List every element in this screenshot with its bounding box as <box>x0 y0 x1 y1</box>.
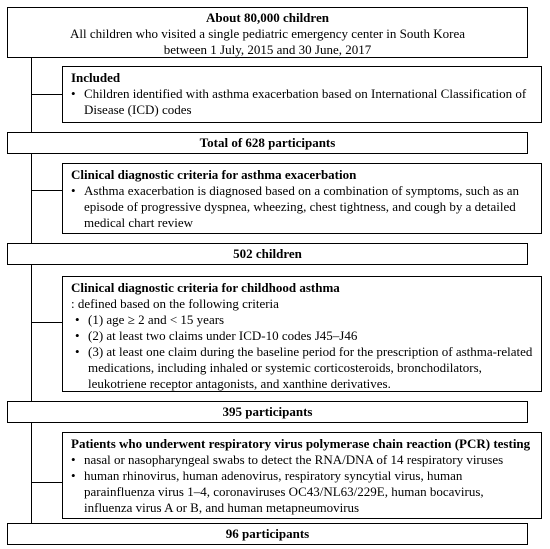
box-exacerbation-criteria-list <box>71 183 533 231</box>
box-asthma-criteria-title: Clinical diagnostic criteria for childhood asthma <box>71 280 340 295</box>
box-395-participants-title: 395 participants <box>222 404 313 419</box>
box-96-participants-title: 96 participants <box>225 526 310 541</box>
box-exacerbation-criteria <box>62 163 542 234</box>
box-pcr-testing <box>62 432 542 519</box>
box-exacerbation-criteria-title: Clinical diagnostic criteria for asthma exacerbation <box>71 167 357 182</box>
box-initial-population <box>7 7 528 58</box>
box-502-children <box>7 243 528 265</box>
box-asthma-criteria-list <box>71 312 533 392</box>
box-395-participants <box>7 401 528 423</box>
box-pcr-testing-list <box>71 452 533 516</box>
list-item: • nasal or nasopharyngeal swabs to detect the RNA/DNA of 14 respiratory viruses <box>71 452 533 468</box>
box-included-title: Included <box>71 70 121 85</box>
branch-line-1 <box>31 94 62 95</box>
list-item: • (1) age ≥ 2 and < 15 years <box>75 312 533 328</box>
box-total-628 <box>7 132 528 154</box>
list-item: • human rhinovirus, human adenovirus, respiratory syncytial virus, human parainfluenza virus 1–4, coronaviruses OC43/NL63/229E, human bocavirus, influenza virus A or B, and human metapneumovirus <box>71 468 533 516</box>
box-asthma-criteria-intro: : defined based on the following criteria <box>71 296 279 311</box>
box-96-participants <box>7 523 528 545</box>
list-item: • (3) at least one claim during the baseline period for the prescription of asthma-related medications, including inhaled or systemic corticosteroids, bronchodilators, leukotriene receptor antagonists, and xanthine derivatives. <box>75 344 533 392</box>
list-item: • Asthma exacerbation is diagnosed based on a combination of symptoms, such as an episode of progressive dyspnea, wheezing, chest tightness, and cough by a detailed medical chart review <box>71 183 533 231</box>
box-included-list <box>71 86 533 118</box>
box-included <box>62 66 542 123</box>
branch-line-4 <box>31 482 62 483</box>
box-asthma-criteria <box>62 276 542 392</box>
branch-line-2 <box>31 190 62 191</box>
list-item: • Children identified with asthma exacerbation based on International Classification of Disease (ICD) codes <box>71 86 533 118</box>
branch-line-3 <box>31 322 62 323</box>
box-502-children-title: 502 children <box>233 246 302 261</box>
box-initial-population-line1: All children who visited a single pediatric emergency center in South Korea <box>69 26 466 41</box>
box-total-628-title: Total of 628 participants <box>199 135 336 150</box>
box-pcr-testing-title: Patients who underwent respiratory virus polymerase chain reaction (PCR) testing <box>71 436 531 451</box>
main-flow-line <box>31 57 32 523</box>
list-item: • (2) at least two claims under ICD-10 codes J45–J46 <box>75 328 533 344</box>
box-initial-population-title: About 80,000 children <box>206 10 329 25</box>
box-initial-population-line2: between 1 July, 2015 and 30 June, 2017 <box>163 42 372 57</box>
